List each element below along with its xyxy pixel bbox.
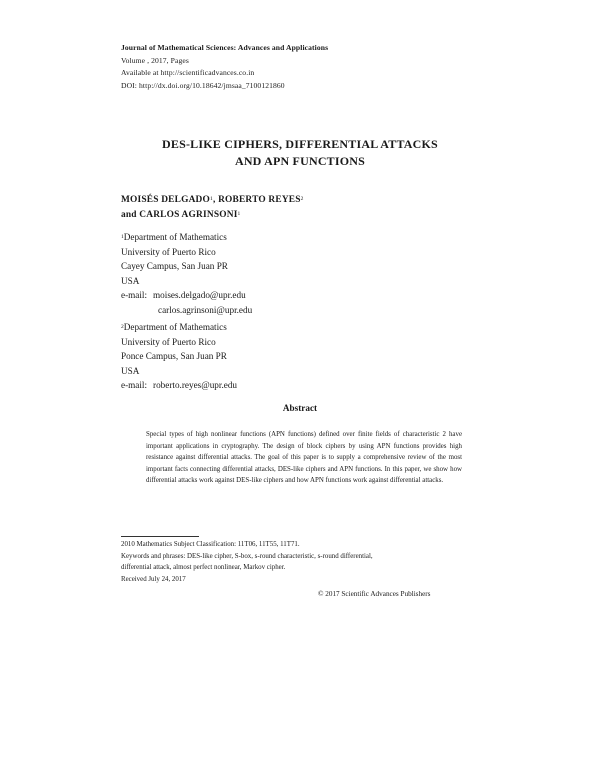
affiliation-line: USA [121, 275, 140, 286]
keywords-line: differential attack, almost perfect nonlinear, Markov cipher. [121, 564, 286, 572]
journal-doi: DOI: http://dx.doi.org/10.18642/jmsaa_7100121860 [121, 80, 285, 90]
author-list [121, 193, 304, 222]
footnotes [121, 539, 373, 585]
author-affiliation-mark: 1 [210, 196, 213, 202]
email-address[interactable]: moises.delgado@upr.edu [153, 290, 246, 301]
affiliation-line: University of Puerto Rico [121, 336, 216, 347]
affiliation-line: USA [121, 365, 140, 376]
journal-name: Journal of Mathematical Sciences: Advances and Applications [121, 43, 329, 52]
author-name: ROBERTO REYES [218, 195, 301, 205]
affiliation-line: Department of Mathematics [123, 322, 227, 332]
affiliation-line: Department of Mathematics [123, 232, 227, 242]
affiliation-2 [121, 320, 237, 393]
author-name: CARLOS AGRINSONI [139, 209, 238, 220]
affiliation-mark: 2 [121, 324, 124, 330]
journal-volume: Volume , 2017, Pages [121, 55, 189, 65]
email-label: e-mail: [121, 380, 148, 391]
affiliation-line: Cayey Campus, San Juan PR [121, 261, 228, 272]
affiliation-line: University of Puerto Rico [121, 246, 216, 257]
msc-classification: 2010 Mathematics Subject Classification: 11T06, 11T55, 11T71. [121, 541, 300, 548]
author-affiliation-mark: 1 [237, 210, 241, 217]
journal-availability: Available at http://scientificadvances.co.in [121, 68, 255, 77]
author-name: MOISÉS DELGADO [121, 195, 211, 205]
publisher-copyright: © 2017 Scientific Advances Publishers [318, 590, 431, 598]
author-separator: , [212, 195, 219, 205]
email-address[interactable]: roberto.reyes@upr.edu [153, 380, 238, 391]
keywords-line: Keywords and phrases: DES-like cipher, S-box, s-round characteristic, s-round differential, [121, 552, 373, 560]
affiliation-mark: 1 [121, 234, 124, 240]
email-label: e-mail: [121, 290, 148, 301]
abstract-heading: Abstract [282, 403, 318, 413]
received-date: Received July 24, 2017 [121, 575, 186, 583]
paper-title [0, 136, 600, 170]
affiliation-1 [121, 230, 252, 318]
author-affiliation-mark: 2 [300, 196, 304, 202]
affiliation-line: Ponce Campus, San Juan PR [121, 351, 227, 362]
footnote-divider [121, 536, 199, 537]
title-line-1: DES-LIKE CIPHERS, DIFFERENTIAL ATTACKS [162, 137, 438, 151]
author-conjunction: and [121, 209, 140, 220]
title-line-2: AND APN FUNCTIONS [234, 154, 366, 168]
email-address[interactable]: carlos.agrinsoni@upr.edu [158, 304, 253, 315]
journal-header [121, 42, 328, 92]
abstract-text: Special types of high nonlinear functions (APN functions) defined over finite fields of characteristic 2 have important applications in cryptography. The design of block ciphers by using APN functions provides high resistance against differential attacks. The goal of this paper is to supply a comprehensive review of the most important facts connecting differential attacks, DES-like ciphers and APN functions. In this paper, we show how differential attacks work against DES-like ciphers and how APN functions work against differential attacks. [146, 431, 462, 485]
